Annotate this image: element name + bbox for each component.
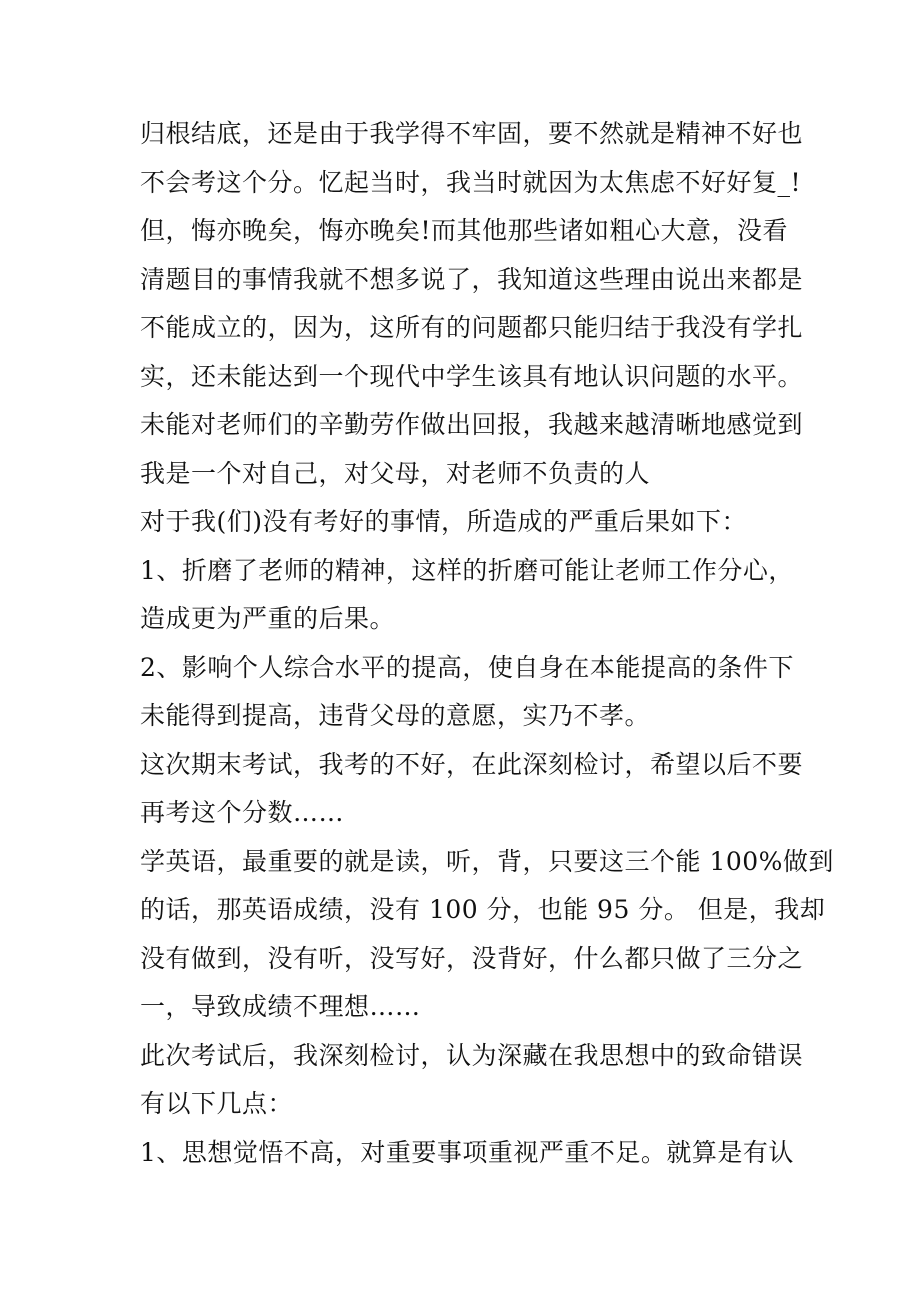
text-line-22: 1、思想觉悟不高，对重要事项重视严重不足。就算是有认 (140, 1137, 794, 1167)
text-line-10: 1、折磨了老师的精神，这样的折磨可能让老师工作分心， (140, 555, 794, 585)
text-line-18: 没有做到，没有听，没写好，没背好，什么都只做了三分之 (140, 943, 804, 973)
text-line-5: 不能成立的，因为，这所有的问题都只能归结于我没有学扎 (140, 313, 804, 342)
text-line-7: 未能对老师们的辛勤劳作做出回报，我越来越清晰地感觉到 (140, 410, 804, 439)
document-body (140, 110, 834, 1177)
text-line-19: 一，导致成绩不理想…… (140, 992, 421, 1021)
text-line-2: 不会考这个分。忆起当时，我当时就因为太焦虑不好好复_! (140, 167, 802, 197)
text-line-11: 造成更为严重的后果。 (140, 604, 396, 633)
text-line-14: 这次期末考试，我考的不好，在此深刻检讨，希望以后不要 (140, 749, 804, 779)
text-line-12: 2、影响个人综合水平的提高，使自身在本能提高的条件下 (140, 652, 794, 682)
text-line-8: 我是一个对自己，对父母，对老师不负责的人 (140, 458, 651, 488)
text-line-17: 的话，那英语成绩，没有 100 分，也能 95 分。 但是，我却 (140, 895, 826, 924)
text-line-15: 再考这个分数…… (140, 798, 345, 827)
text-line-3: 但，悔亦晚矣，悔亦晚矣!而其他那些诸如粗心大意，没看 (140, 216, 789, 245)
text-line-21: 有以下几点： (140, 1089, 294, 1118)
text-line-16: 学英语，最重要的就是读，听，背，只要这三个能 100%做到 (140, 846, 834, 876)
text-line-9: 对于我(们)没有考好的事情，所造成的严重后果如下： (140, 507, 748, 536)
text-line-20: 此次考试后，我深刻检讨，认为深藏在我思想中的致命错误 (140, 1040, 804, 1070)
text-line-13: 未能得到提高，违背父母的意愿，实乃不孝。 (140, 701, 651, 730)
text-line-4: 清题目的事情我就不想多说了，我知道这些理由说出来都是 (140, 264, 804, 294)
text-line-6: 实，还未能达到一个现代中学生该具有地认识问题的水平。 (140, 361, 804, 391)
text-line-1: 归根结底，还是由于我学得不牢固，要不然就是精神不好也 (140, 119, 804, 148)
